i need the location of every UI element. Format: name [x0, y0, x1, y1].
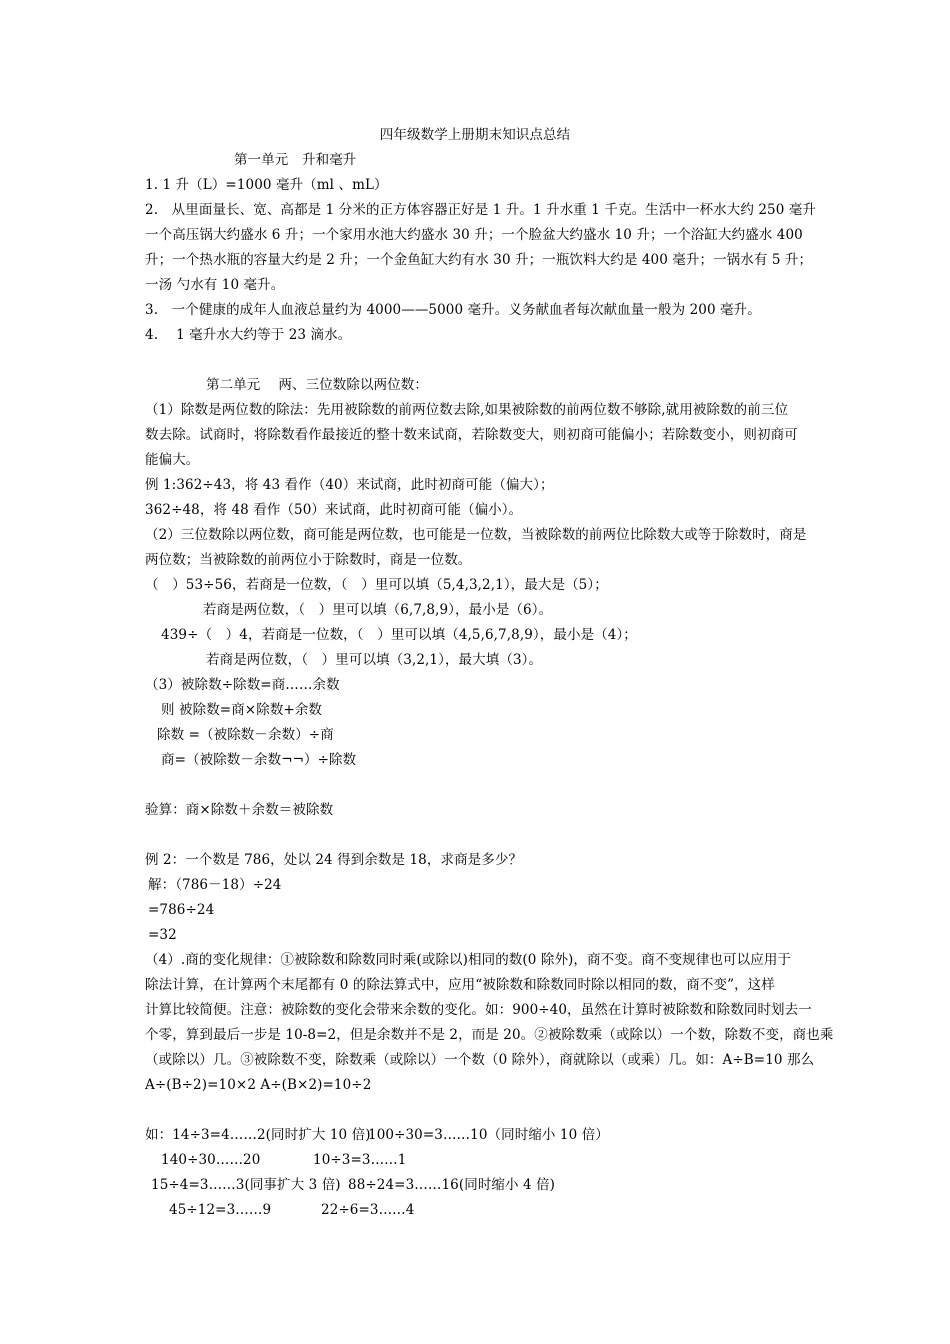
- question-line2: 若商是两位数，（ ）里可以填（6,7,8,9），最小是（6）。: [203, 602, 553, 618]
- unit2-p4-line2: 除法计算，在计算两个末尾都有 0 的除法算式中，应用“被除数和除数同时除以相同的数，商不变”，这样: [145, 977, 775, 993]
- question-line3: 439÷（ ）4，若商是一位数，（ ）里可以填（4,5,6,7,8,9），最小是（4）；: [161, 627, 637, 643]
- example1-line1: 例 1:362÷43，将 43 看作（40）来试商，此时初商可能（偏大）；: [145, 477, 554, 493]
- example2: 例 2：一个数是 786，处以 24 得到余数是 18，求商是多少？: [145, 852, 523, 868]
- rule-example-2a: 140÷30……20: [161, 1152, 261, 1168]
- unit1-item1: 1. 1 升（L）=1000 毫升（ml 、mL）: [145, 177, 388, 193]
- unit2-p2-line1: （2）三位数除以两位数，商可能是两位数，也可能是一位数，当被除数的前两位比除数大或等于除数时，商是: [145, 527, 807, 543]
- unit2-p1-line1: （1）除数是两位数的除法：先用被除数的前两位数去除,如果被除数的前两位数不够除,就用被除数的前三位: [145, 402, 789, 418]
- unit2-p1-line2: 数去除。试商时，将除数看作最接近的整十数来试商，若除数变大，则初商可能偏小；若除数变小，则初商可: [145, 427, 798, 443]
- unit2-p1-line3: 能偏大。: [145, 452, 200, 468]
- document-title: 四年级数学上册期末知识点总结: [379, 127, 571, 143]
- unit2-heading: 第二单元 两、三位数除以两位数：: [206, 377, 428, 393]
- rule-example-3b: 88÷24=3……16(同时缩小 4 倍): [348, 1177, 556, 1193]
- formula-line2: 则 被除数=商×除数+余数: [161, 702, 323, 718]
- unit1-heading: 第一单元 升和毫升: [234, 152, 357, 168]
- unit2-p4-line1: （4）.商的变化规律：①被除数和除数同时乘(或除以)相同的数(0 除外)，商不变。商不变规律也可以应用于: [145, 952, 792, 968]
- unit2-p4-line4: 个零，算到最后一步是 10-8=2，但是余数并不是 2，而是 20。②被除数乘（或除以）一个数，除数不变，商也乘: [145, 1027, 834, 1043]
- rule-example-3a: 15÷4=3……3(同事扩大 3 倍): [151, 1177, 341, 1193]
- unit2-p4-line6: A÷(B÷2)=10×2 A÷(B×2)=10÷2: [145, 1077, 372, 1093]
- formula-line4: 商=（被除数－余数¬¬）÷除数: [161, 752, 357, 768]
- example1-line2: 362÷48，将 48 看作（50）来试商，此时初商可能（偏小）。: [145, 502, 523, 518]
- rule-example-1a: 如：14÷3=4……2(同时扩大 10 倍): [145, 1127, 371, 1143]
- check-formula: 验算：商×除数＋余数＝被除数: [145, 802, 334, 818]
- solution-line2: =786÷24: [148, 902, 215, 918]
- solution-line3: =32: [148, 927, 177, 943]
- rule-example-4a: 45÷12=3……9: [169, 1202, 272, 1218]
- unit1-item2-line3: 升；一个热水瓶的容量大约是 2 升；一个金鱼缸大约有水 30 升；一瓶饮料大约是 400 毫升；一锅水有 5 升；: [145, 252, 813, 268]
- unit1-item3: 3. 一个健康的成年人血液总量约为 4000——5000 毫升。义务献血者每次献血量一般为 200 毫升。: [145, 302, 761, 318]
- unit1-item2-line4: 一汤 勺水有 10 毫升。: [145, 277, 285, 293]
- unit1-item4: 4. 1 毫升水大约等于 23 滴水。: [145, 327, 352, 343]
- formula-line1: （3）被除数÷除数=商……余数: [145, 677, 340, 693]
- unit2-p4-line5: （或除以）几。③被除数不变，除数乘（或除以）一个数（0 除外），商就除以（或乘）几。如：A÷B=10 那么: [145, 1052, 815, 1068]
- unit2-p2-line2: 两位数；当被除数的前两位小于除数时，商是一位数。: [145, 552, 472, 568]
- formula-line3: 除数 =（被除数－余数）÷商: [157, 727, 334, 743]
- rule-example-4b: 22÷6=3……4: [321, 1202, 415, 1218]
- question-line4: 若商是两位数，（ ）里可以填（3,2,1），最大填（3）。: [206, 652, 543, 668]
- unit1-item2-line2: 一个高压锅大约盛水 6 升；一个家用水池大约盛水 30 升；一个脸盆大约盛水 10 升；一个浴缸大约盛水 400: [145, 227, 803, 243]
- unit2-p4-line3: 计算比较简便。注意：被除数的变化会带来余数的变化。如：900÷40，虽然在计算时被除数和除数同时划去一: [145, 1002, 812, 1018]
- question-line1: （ ）53÷56，若商是一位数，（ ）里可以填（5,4,3,2,1），最大是（5）；: [145, 577, 608, 593]
- unit1-item2-line1: 2. 从里面量长、宽、高都是 1 分米的正方体容器正好是 1 升。1 升水重 1 千克。生活中一杯水大约 250 毫升: [145, 202, 817, 218]
- rule-example-2b: 10÷3=3……1: [313, 1152, 407, 1168]
- solution-line1: 解：（786－18）÷24: [148, 877, 282, 893]
- rule-example-1b: 100÷30=3……10（同时缩小 10 倍）: [368, 1127, 609, 1143]
